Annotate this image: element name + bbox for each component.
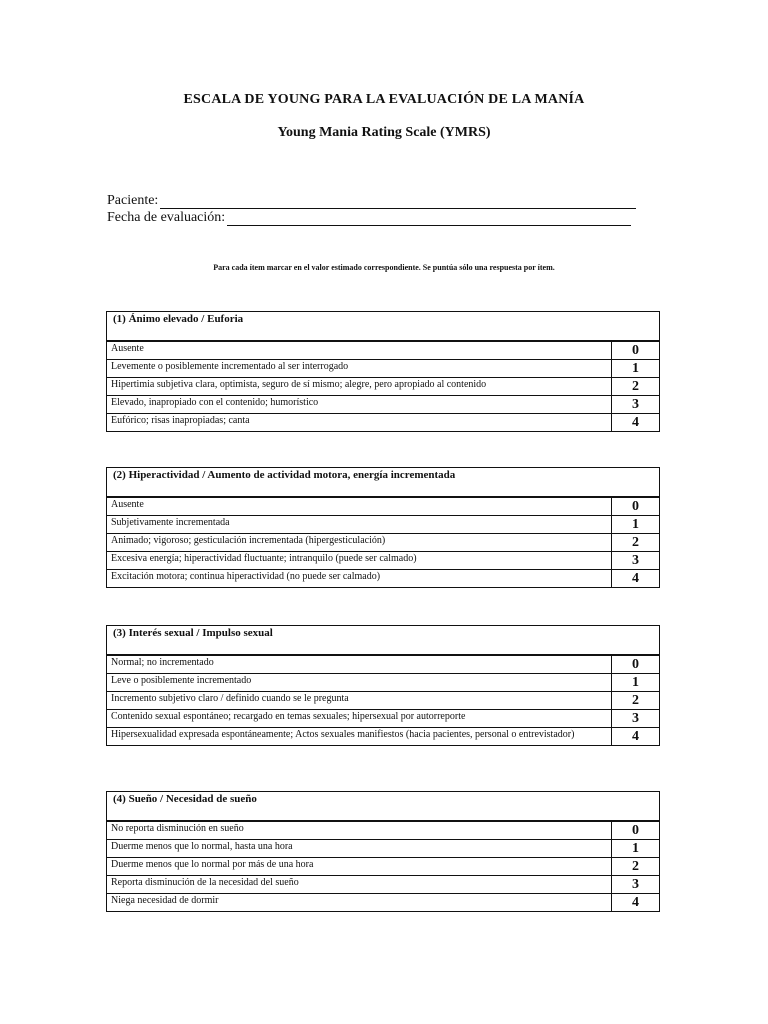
table-row[interactable] [107,360,660,378]
item-score[interactable]: 3 [612,552,660,570]
item-description: Hipersexualidad expresada espontáneamente; Actos sexuales manifiestos (hacia pacientes, personal o entrevistador) [107,728,612,746]
document-title: ESCALA DE YOUNG PARA LA EVALUACIÓN DE LA MANÍA [183,92,585,107]
item-score[interactable]: 4 [612,414,660,432]
item-score[interactable]: 1 [612,674,660,692]
table-row[interactable] [107,516,660,534]
item-description: Leve o posiblemente incrementado [107,674,612,692]
document-subtitle: Young Mania Rating Scale (YMRS) [277,125,491,140]
patient-field[interactable] [107,193,636,209]
item-description: Reporta disminución de la necesidad del sueño [107,876,612,894]
item-score[interactable]: 3 [612,876,660,894]
date-label: Fecha de evaluación: [107,210,226,225]
item-description: Levemente o posiblemente incrementado al ser interrogado [107,360,612,378]
table-row[interactable] [107,552,660,570]
date-input-line[interactable] [227,211,631,226]
table-row[interactable] [107,342,660,360]
item-score[interactable]: 1 [612,516,660,534]
item-description: Hipertimia subjetiva clara, optimista, seguro de sí mismo; alegre, pero apropiado al contenido [107,378,612,396]
table-row[interactable] [107,498,660,516]
section-title: (2) Hiperactividad / Aumento de actividad motora, energía incrementada [106,467,660,497]
patient-input-line[interactable] [160,194,636,209]
item-table [106,341,660,432]
table-row[interactable] [107,840,660,858]
table-row[interactable] [107,396,660,414]
table-row[interactable] [107,710,660,728]
item-score[interactable]: 2 [612,858,660,876]
table-row[interactable] [107,570,660,588]
table-row[interactable] [107,674,660,692]
item-description: Ausente [107,342,612,360]
item-score[interactable]: 2 [612,534,660,552]
scale-section-4 [106,791,660,912]
item-table [106,655,660,746]
section-title: (1) Ánimo elevado / Euforia [106,311,660,341]
item-description: Excesiva energía; hiperactividad fluctuante; intranquilo (puede ser calmado) [107,552,612,570]
patient-label: Paciente: [107,193,159,208]
item-score[interactable]: 0 [612,656,660,674]
section-title: (3) Interés sexual / Impulso sexual [106,625,660,655]
item-table [106,821,660,912]
item-description: Elevado, inapropiado con el contenido; humorístico [107,396,612,414]
item-score[interactable]: 3 [612,396,660,414]
item-score[interactable]: 3 [612,710,660,728]
table-row[interactable] [107,876,660,894]
item-description: Excitación motora; continua hiperactividad (no puede ser calmado) [107,570,612,588]
item-score[interactable]: 4 [612,570,660,588]
scale-section-2 [106,467,660,588]
item-score[interactable]: 2 [612,378,660,396]
table-row[interactable] [107,692,660,710]
item-score[interactable]: 0 [612,342,660,360]
table-row[interactable] [107,378,660,396]
table-row[interactable] [107,858,660,876]
item-description: Duerme menos que lo normal, hasta una hora [107,840,612,858]
item-description: Ausente [107,498,612,516]
item-description: No reporta disminución en sueño [107,822,612,840]
item-score[interactable]: 1 [612,840,660,858]
item-table [106,497,660,588]
item-score[interactable]: 4 [612,894,660,912]
item-description: Niega necesidad de dormir [107,894,612,912]
item-score[interactable]: 2 [612,692,660,710]
table-row[interactable] [107,728,660,746]
item-score[interactable]: 1 [612,360,660,378]
table-row[interactable] [107,656,660,674]
scale-section-1 [106,311,660,432]
item-description: Subjetivamente incrementada [107,516,612,534]
item-description: Animado; vigoroso; gesticulación incrementada (hipergesticulación) [107,534,612,552]
table-row[interactable] [107,414,660,432]
item-score[interactable]: 0 [612,498,660,516]
table-row[interactable] [107,822,660,840]
item-score[interactable]: 4 [612,728,660,746]
item-description: Normal; no incrementado [107,656,612,674]
table-row[interactable] [107,894,660,912]
section-title: (4) Sueño / Necesidad de sueño [106,791,660,821]
table-row[interactable] [107,534,660,552]
item-description: Incremento subjetivo claro / definido cuando se le pregunta [107,692,612,710]
item-description: Eufórico; risas inapropiadas; canta [107,414,612,432]
instructions: Para cada ítem marcar en el valor estimado correspondiente. Se puntúa sólo una respuesta por ítem. [213,263,555,272]
scale-section-3 [106,625,660,746]
item-description: Contenido sexual espontáneo; recargado en temas sexuales; hipersexual por autorreporte [107,710,612,728]
item-score[interactable]: 0 [612,822,660,840]
item-description: Duerme menos que lo normal por más de una hora [107,858,612,876]
date-field[interactable] [107,210,631,226]
